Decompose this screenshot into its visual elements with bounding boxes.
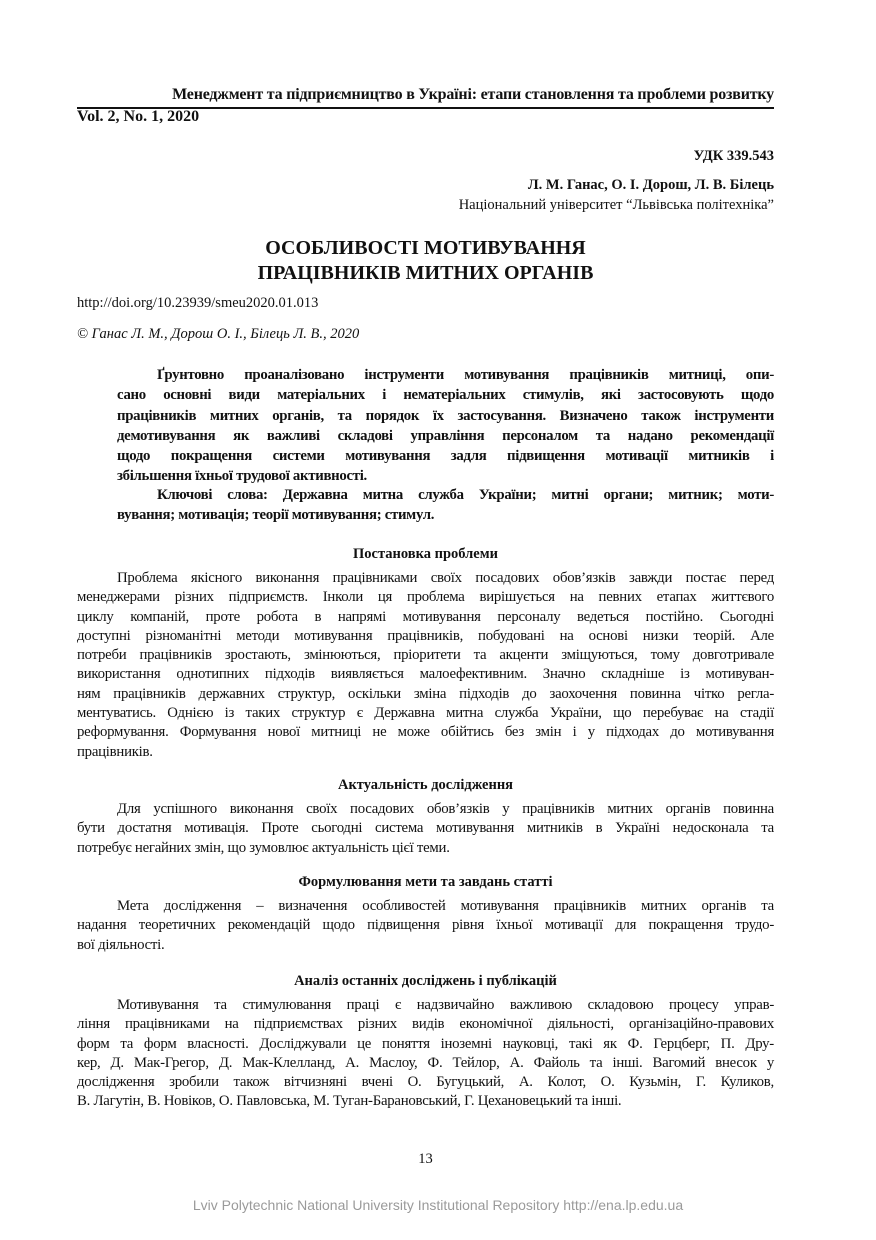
article-title xyxy=(77,236,774,286)
page-number: 13 xyxy=(418,1151,433,1167)
copyright: © Ганас Л. М., Дорош О. І., Білець Л. В., 2020 xyxy=(77,326,360,342)
text-line: Ключові слова: Державна митна служба України; митні органи; митник; моти- xyxy=(157,487,774,503)
section-paragraph xyxy=(77,996,774,1112)
text-line: потреби працівників зростають, змінюються, пріоритети та акценти зміщуються, тому довготривале xyxy=(77,647,774,664)
text-line: сано основні види матеріальних і нематеріальних стимулів, які застосовують щодо xyxy=(117,387,774,404)
text-line: надання теоретичних рекомендацій щодо підвищення рівня їхньої мотивації для покращення трудо- xyxy=(77,917,774,934)
text-line: Мотивування та стимулювання праці є надзвичайно важливою складовою процесу управ- xyxy=(117,997,774,1013)
abstract xyxy=(117,365,774,487)
section-heading: Актуальність дослідження xyxy=(337,777,514,793)
authors: Л. М. Ганас, О. І. Дорош, Л. В. Білець xyxy=(527,177,774,193)
text-line: щодо покращення системи мотивування задля підвищення мотивації митників і xyxy=(117,448,774,465)
text-line: кер, Д. Мак-Грегор, Д. Мак-Клелланд, А. Маслоу, Ф. Тейлор, А. Файоль та інші. Вагомий внесок у xyxy=(77,1054,774,1071)
section-heading: Постановка проблеми xyxy=(353,546,498,562)
journal-title: Менеджмент та підприємництво в Україні: етапи становлення та проблеми розвитку xyxy=(172,86,774,103)
repository-footer: Lviv Polytechnic National University Institutional Repository http://ena.lp.edu.ua xyxy=(192,1197,684,1213)
section-heading: Формулювання мети та завдань статті xyxy=(298,874,553,890)
text-line: ментуватись. Однією із таких структур є Державна митна служба України, що перебуває на стадії xyxy=(77,705,774,722)
title-line: ОСОБЛИВОСТІ МОТИВУВАННЯ xyxy=(265,237,586,259)
text-line: Для успішного виконання своїх посадових обов’язків у працівників митних органів повинна xyxy=(117,801,774,817)
text-line: працівників. xyxy=(77,743,153,760)
text-line: збільшення їхньої трудової активності. xyxy=(117,468,367,485)
text-line: ням працівників державних структур, оскільки зміна підходів до заохочення повинна чітко регла- xyxy=(77,685,774,702)
text-line: демотивування як важливі складові управління персоналом та надано рекомендації xyxy=(117,427,774,444)
section-paragraph xyxy=(77,897,774,955)
section-heading: Аналіз останніх досліджень і публікацій xyxy=(294,973,557,989)
text-line: циклу компаній, проте робота в напрямі мотивування персоналу ведеться постійно. Сьогодні xyxy=(77,608,774,625)
section-paragraph xyxy=(77,569,774,762)
affiliation: Національний університет “Львівська політехніка” xyxy=(458,197,774,213)
volume-info: Vol. 2, No. 1, 2020 xyxy=(77,108,200,125)
text-line: бути достатня мотивація. Проте сьогодні система мотивування митників в Україні недосконала та xyxy=(77,820,774,837)
text-line: менеджерами різних підприємств. Інколи ця проблема вирішується на певних етапах життєвого xyxy=(77,589,774,606)
text-line: дослідження зробили також вітчизняні вчені О. Бугуцький, А. Колот, О. Кузьмін, Г. Куликов, xyxy=(77,1074,774,1091)
text-line: Ґрунтовно проаналізовано інструменти мотивування працівників митниці, опи- xyxy=(157,367,774,383)
text-line: вування; мотивація; теорії мотивування; стимул. xyxy=(117,507,435,524)
text-line: використання однотипних підходів виявляється малоефективним. Значно складніше із мотивуван- xyxy=(77,666,774,683)
section-paragraph xyxy=(77,800,774,858)
text-line: В. Лагутін, В. Новіков, О. Павловська, М. Туган-Барановський, Г. Цехановецький та інші. xyxy=(77,1093,622,1110)
text-line: працівників митних органів, та порядок їх застосування. Визначено також інструменти xyxy=(117,407,774,424)
text-line: Мета дослідження – визначення особливостей мотивування працівників митних органів та xyxy=(117,898,774,914)
keywords xyxy=(117,485,774,526)
title-line: ПРАЦІВНИКІВ МИТНИХ ОРГАНІВ xyxy=(257,262,594,284)
text-line: реформування. Формування нової митниці не може обійтись без змін і у підходах до мотивування xyxy=(77,724,774,741)
text-line: Проблема якісного виконання працівниками своїх посадових обов’язків завжди постає перед xyxy=(117,570,774,586)
text-line: потребує негайних змін, що зумовлює актуальність цієї теми. xyxy=(77,839,450,856)
udc-code: УДК 339.543 xyxy=(693,148,774,164)
text-line: доступні різноманітні методи мотивування працівників, побудовані на основі низки теорій. Але xyxy=(77,627,774,644)
doi-link[interactable]: http://doi.org/10.23939/smeu2020.01.013 xyxy=(77,295,319,311)
text-line: вої діяльності. xyxy=(77,936,165,953)
text-line: ління працівниками на підприємствах різних видів економічної діяльності, організаційно-правових xyxy=(77,1016,774,1033)
text-line: форм та форм власності. Досліджували це поняття іноземні науковці, такі як Ф. Герцберг, П. Дру- xyxy=(77,1035,774,1052)
